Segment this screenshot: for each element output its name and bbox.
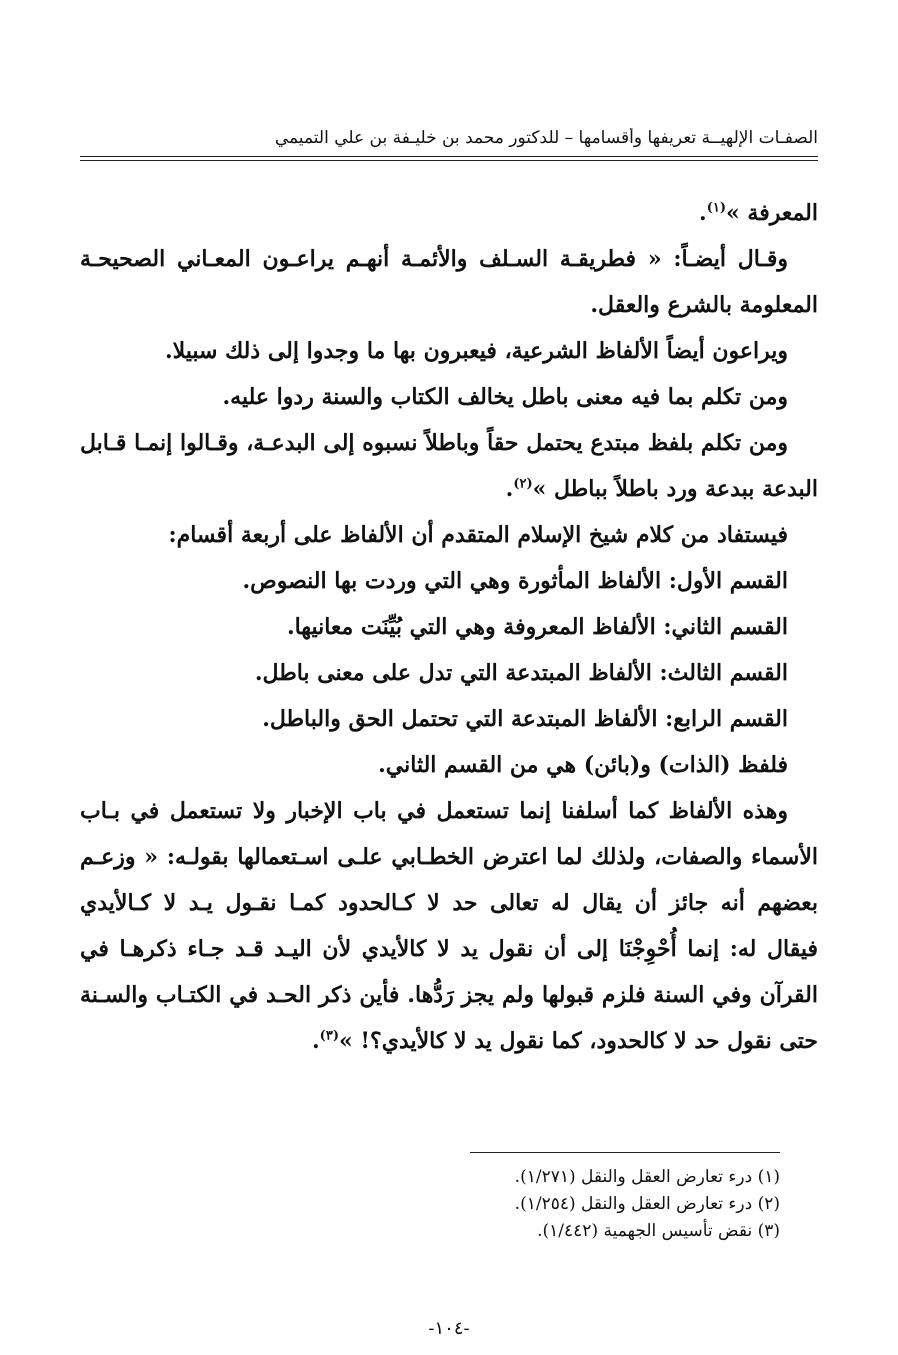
footnote: (٢) درء تعارض العقل والنقل (١/٢٥٤). <box>514 1194 780 1214</box>
text-line: وقـال أيضـاً: « فطريقـة السـلف والأئمـة أنهـم يراعـون المعـاني الصحيحـة <box>80 246 788 272</box>
text-line: فلفظ (الذات) و(بائن) هي من القسم الثاني. <box>378 752 788 778</box>
footnote: (٣) نقض تأسيس الجهمية (١/٤٤٢). <box>537 1221 780 1241</box>
footnotes <box>515 1164 780 1245</box>
text-line: القسم الثاني: الألفاظ المعروفة وهي التي بُيِّنَت معانيها. <box>286 614 788 640</box>
running-header: الصفـات الإلهيــة تعريفها وأقسامها – للدكتور محمد بن خليـفة بن علي التميمي <box>274 128 818 148</box>
main-text <box>80 190 818 1064</box>
text-line: القسم الرابع: الألفاظ المبتدعة التي تحتمل الحق والباطل. <box>262 706 788 732</box>
text-line: الأسماء والصفات، ولذلك لما اعترض الخطـابي علـى اسـتعمالها بقولـه: « وزعـم <box>80 844 818 870</box>
footnote: (١) درء تعارض العقل والنقل (١/٢٧١). <box>514 1167 780 1187</box>
text-line: ومن تكلم بلفظ مبتدع يحتمل حقاً وباطلاً نسبوه إلى البدعـة، وقـالوا إنمـا قـابل <box>80 430 788 456</box>
footnote-rule <box>470 1152 780 1153</box>
text-line: ويراعون أيضاً الألفاظ الشرعية، فيعبرون بها ما وجدوا إلى ذلك سبيلا. <box>164 338 788 364</box>
text-line: البدعة ببدعة ورد باطلاً بباطل »$^{(٢)}$. <box>505 476 818 502</box>
text-line: القسم الثالث: الألفاظ المبتدعة التي تدل على معنى باطل. <box>254 660 788 686</box>
footnote-ref: (٢) <box>513 476 533 492</box>
text-line: القرآن وفي السنة فلزم قبولها ولم يجز رَدُّها. فأين ذكر الحـد في الكتـاب والسـنة <box>80 982 818 1008</box>
text-line: فيقال له: إنما أُحْوِجْنَا إلى أن نقول يد لا كالأيدي لأن اليـد قـد جـاء ذكرهـا في <box>80 936 818 962</box>
footnote-ref: (١) <box>706 200 726 216</box>
text-line: المعرفة »$^{(١)}$. <box>699 200 818 226</box>
text-line: ومن تكلم بما فيه معنى باطل يخالف الكتاب والسنة ردوا عليه. <box>222 384 788 410</box>
footnote-ref: (٣) <box>319 1028 339 1044</box>
text-line: فيستفاد من كلام شيخ الإسلام المتقدم أن الألفاظ على أربعة أقسام: <box>168 522 788 548</box>
text-line: وهذه الألفاظ كما أسلفنا إنما تستعمل في باب الإخبار ولا تستعمل في بـاب <box>80 798 788 824</box>
header-rule-top <box>80 156 818 157</box>
header-rule-bottom <box>80 160 818 161</box>
text-line: بعضهم أنه جائز أن يقال له تعالى حد لا كـالحدود كمـا نقـول يـد لا كـالأيدي <box>80 890 818 916</box>
page-number: -١٠٤- <box>428 1318 470 1339</box>
text-line: حتى نقول حد لا كالحدود، كما نقول يد لا كالأيدي؟! »$^{(٣)}$. <box>312 1028 818 1054</box>
text-line: المعلومة بالشرع والعقل. <box>590 292 818 318</box>
text-line: القسم الأول: الألفاظ المأثورة وهي التي وردت بها النصوص. <box>242 568 788 594</box>
